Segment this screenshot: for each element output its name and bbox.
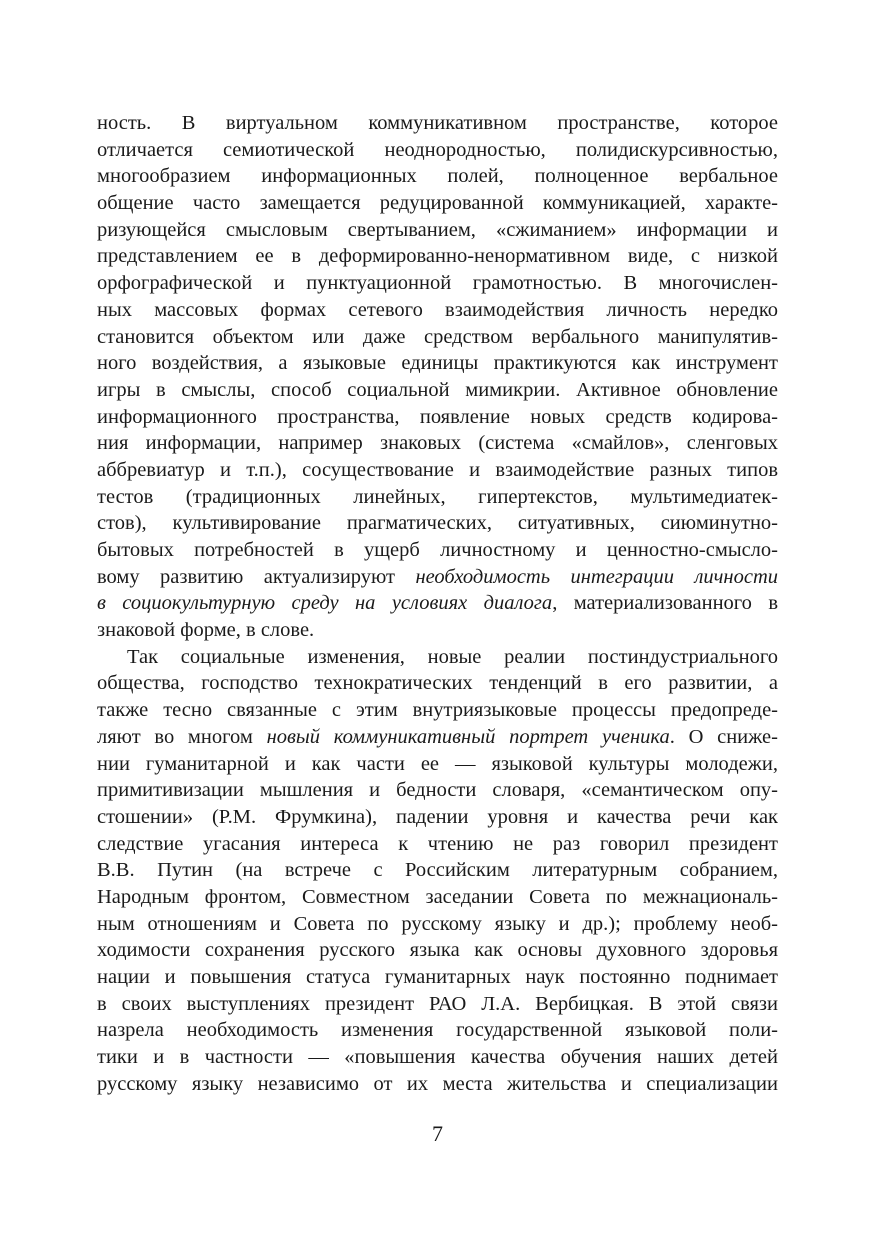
text-run: в своих выступлениях президент РАО Л.А. Вербицкая. В этой связи [97, 992, 778, 1015]
text-run: ного воздействия, а языковые единицы практикуются как инструмент [97, 352, 778, 375]
text-line [97, 857, 778, 884]
text-run: тики и в частности — «повышения качества обучения наших детей [97, 1046, 778, 1069]
text-run: русскому языку независимо от их места жительства и специализации [97, 1072, 778, 1095]
text-run: знаковой форме, в слове. [97, 619, 315, 642]
text-line [97, 217, 778, 244]
text-line [97, 1017, 778, 1044]
text-line [97, 110, 778, 137]
text-line [97, 831, 778, 858]
italic-phrase: в социокультурную среду на условиях диалога [97, 592, 553, 615]
text-line [97, 991, 778, 1018]
text-run: информационного пространства, появление новых средств кодирова- [97, 405, 778, 428]
text-run: ляют во многом [97, 725, 267, 748]
text-line [97, 404, 778, 431]
text-run: многообразием информационных полей, полноценное вербальное [97, 165, 778, 188]
text-line [97, 510, 778, 537]
text-line [97, 377, 778, 404]
text-line [97, 777, 778, 804]
text-run: также тесно связанные с этим внутриязыковые процессы предопреде- [97, 699, 778, 722]
text-run: становится объектом или даже средством вербального манипулятив- [97, 325, 778, 348]
text-line [97, 324, 778, 351]
text-run: Народным фронтом, Совместном заседании Совета по межнациональ- [97, 885, 778, 908]
text-line [97, 724, 778, 751]
text-line [97, 937, 778, 964]
text-line [97, 350, 778, 377]
text-run: ния информации, например знаковых (система «смайлов», сленговых [97, 432, 778, 455]
text-run: . О сниже- [669, 725, 778, 748]
text-line [97, 670, 778, 697]
text-line [97, 964, 778, 991]
text-run: Так социальные изменения, новые реалии постиндустриального [127, 645, 778, 668]
text-run: примитивизации мышления и бедности словаря, «семантическом опу- [97, 779, 778, 802]
text-line [97, 590, 778, 617]
page-body [97, 110, 778, 1097]
text-line [97, 1071, 778, 1098]
text-line [97, 457, 778, 484]
text-run: вому развитию актуализируют [97, 565, 416, 588]
text-run: бытовых потребностей в ущерб личностному и ценностно-смысло- [97, 539, 778, 561]
text-run: ных массовых формах сетевого взаимодействия личность нередко [97, 298, 778, 321]
text-line [97, 697, 778, 724]
text-line [97, 1044, 778, 1071]
text-run: отличается семиотической неоднородностью, полидискурсивностью, [97, 138, 778, 161]
text-run: игры в смыслы, способ социальной мимикрии. Активное обновление [97, 378, 778, 401]
text-line [97, 297, 778, 324]
text-line [97, 243, 778, 270]
text-line [97, 564, 778, 591]
italic-phrase: новый коммуникативный портрет ученика [266, 725, 670, 748]
text-run: нации и повышения статуса гуманитарных наук постоянно поднимает [97, 966, 778, 988]
text-line [97, 644, 778, 671]
text-run: общение часто замещается редуцированной коммуникацией, характе- [97, 192, 778, 215]
text-run: , материализованного в [552, 592, 778, 615]
text-run: орфографической и пунктуационной грамотностью. В многочислен- [97, 272, 778, 295]
text-run: стов), культивирование прагматических, ситуативных, сиюминутно- [97, 512, 778, 535]
text-line [97, 617, 778, 644]
text-run: ризующейся смысловым свертыванием, «сжиманием» информации и [97, 218, 778, 241]
text-line [97, 190, 778, 217]
text-run: нии гуманитарной и как части ее — языковой культуры молодежи, [97, 752, 778, 775]
text-line [97, 884, 778, 911]
text-line [97, 484, 778, 511]
text-run: общества, господство технократических тенденций в его развитии, а [97, 672, 778, 695]
text-line [97, 430, 778, 457]
text-line [97, 751, 778, 778]
text-line [97, 911, 778, 938]
text-run: ходимости сохранения русского языка как основы духовного здоровья [97, 939, 778, 962]
italic-phrase: необходимость интеграции личности [415, 565, 779, 588]
text-run: ным отношениям и Совета по русскому языку и др.); проблему необ- [97, 912, 778, 935]
text-line [97, 270, 778, 297]
text-run: В.В. Путин (на встрече с Российским литературным собранием, [97, 859, 778, 882]
page-number: 7 [432, 1121, 443, 1146]
text-run: ность. В виртуальном коммуникативном пространстве, которое [97, 112, 778, 134]
text-run: тестов (традиционных линейных, гипертекстов, мультимедиатек- [97, 485, 778, 508]
text-line [97, 163, 778, 190]
text-run: назрела необходимость изменения государственной языковой поли- [97, 1019, 778, 1042]
text-line [97, 804, 778, 831]
text-run: представлением ее в деформированно-ненормативном виде, с низкой [97, 245, 778, 268]
text-run: стошении» (Р.М. Фрумкина), падении уровня и качества речи как [97, 805, 778, 828]
text-line [97, 137, 778, 164]
text-run: следствие угасания интереса к чтению не раз говорил президент [97, 832, 778, 855]
text-line [97, 537, 778, 564]
text-run: аббревиатур и т.п.), сосуществование и взаимодействие разных типов [97, 458, 778, 481]
